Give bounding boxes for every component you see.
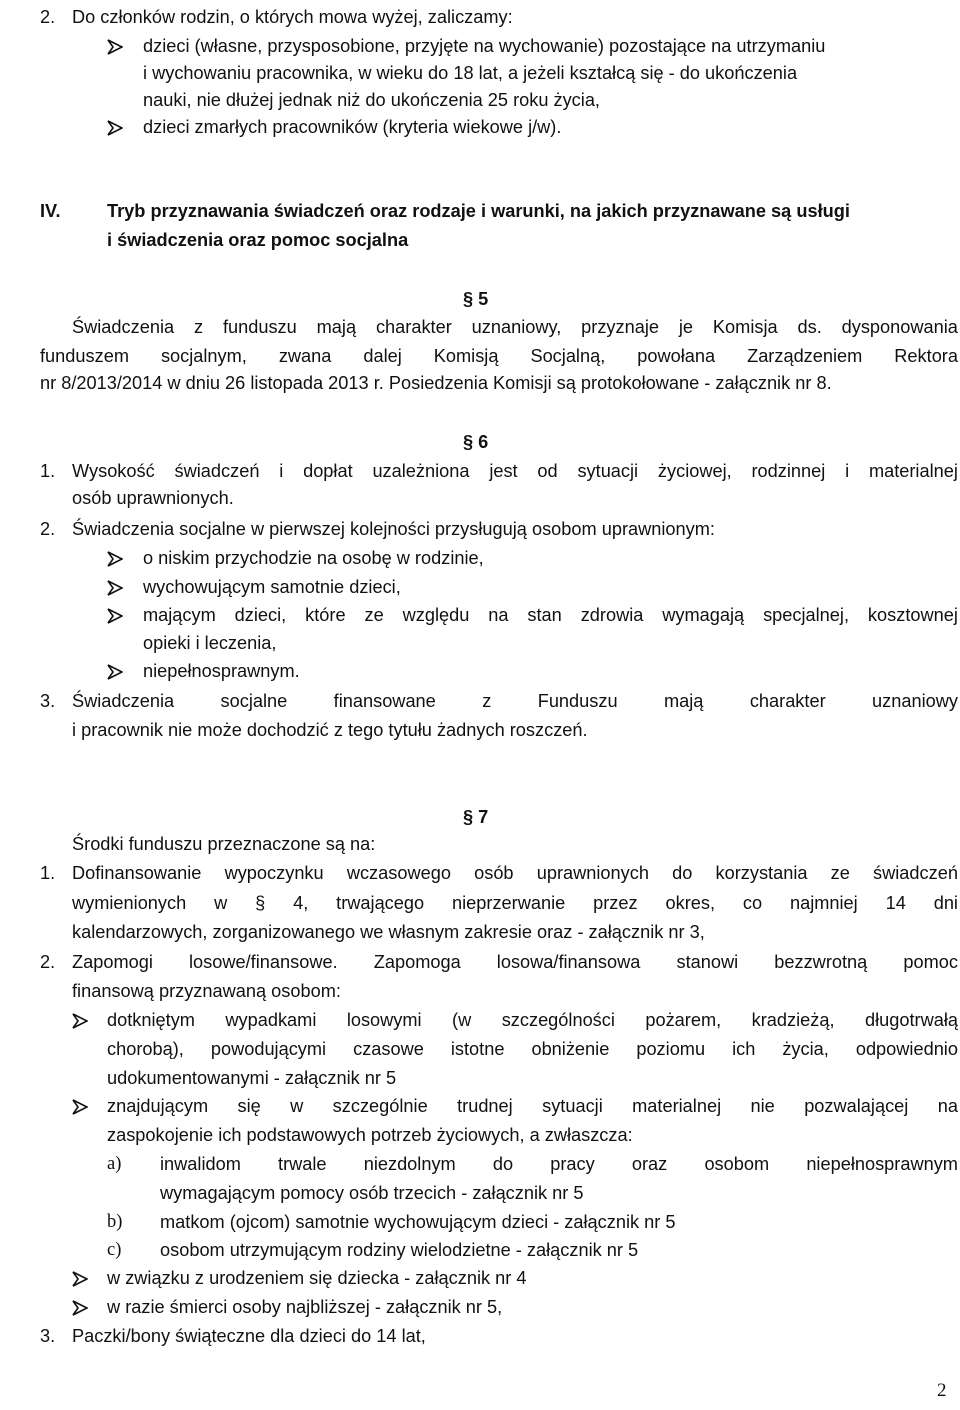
bullet-text: znajdującym się w szczególnie trudnej sytuacji materialnej nie pozwalającej na [107,1096,958,1116]
list-item-text: Świadczenia socjalne w pierwszej kolejności przysługują osobom uprawnionym: [72,519,715,539]
arrow-bullet-icon [72,1269,88,1289]
bullet-text: opieki i leczenia, [143,633,277,653]
bullet-text: nauki, nie dłużej jednak niż do ukończenia 25 roku życia, [143,90,600,110]
bullet-text: dzieci zmarłych pracowników (kryteria wiekowe j/w). [143,117,562,137]
paragraph-line: Świadczenia z funduszu mają charakter uznaniowy, przyznaje je Komisja ds. dysponowania [72,317,958,337]
sub-list-letter: c) [107,1240,122,1260]
bullet-text: w związku z urodzeniem się dziecka - załącznik nr 4 [107,1268,527,1288]
bullet-text: o niskim przychodzie na osobę w rodzinie, [143,548,484,568]
section-heading: § 5 [463,289,489,309]
bullet-text: zaspokojenie ich podstawowych potrzeb życiowych, a zwłaszcza: [107,1125,633,1145]
bullet-text: i wychowaniu pracownika, w wieku do 18 lat, a jeżeli kształcą się - do ukończenia [143,63,798,83]
list-item-intro: Do członków rodzin, o których mowa wyżej, zaliczamy: [72,7,513,27]
bullet-text: wychowującym samotnie dzieci, [143,577,401,597]
bullet-text: udokumentowanymi - załącznik nr 5 [107,1068,397,1088]
page-number: 2 [937,1380,947,1401]
list-item-text: Wysokość świadczeń i dopłat uzależniona jest od sytuacji życiowej, rodzinnej i materialnej [72,461,958,481]
list-number: 2. [40,7,56,27]
paragraph-line: Środki funduszu przeznaczone są na: [72,834,376,854]
arrow-bullet-icon [107,118,123,138]
list-item-text: wymienionych w § 4, trwającego nieprzerwanie przez okres, co najmniej 14 dni [72,893,958,913]
sub-list-text: matkom (ojcom) samotnie wychowującym dzieci - załącznik nr 5 [160,1212,676,1232]
arrow-bullet-icon [72,1097,88,1117]
arrow-bullet-icon [72,1298,88,1318]
chapter-number: IV. [40,201,61,221]
bullet-text: chorobą), powodującymi czasowe istotne obniżenie poziomu ich życia, odpowiednio [107,1039,958,1059]
arrow-bullet-icon [107,578,123,598]
sub-list-text: osobom utrzymującym rodziny wielodzietne - załącznik nr 5 [160,1240,639,1260]
list-number: 2. [40,519,56,539]
arrow-bullet-icon [107,606,123,626]
sub-list-letter: b) [107,1212,123,1232]
arrow-bullet-icon [72,1011,88,1031]
list-number: 3. [40,691,56,711]
list-item-text: finansową przyznawaną osobom: [72,981,341,1001]
paragraph-line: nr 8/2013/2014 w dniu 26 listopada 2013 r. Posiedzenia Komisji są protokołowane - załącznik nr 8. [40,373,832,393]
list-item-text: Paczki/bony świąteczne dla dzieci do 14 lat, [72,1326,426,1346]
bullet-text: dzieci (własne, przysposobione, przyjęte na wychowanie) pozostające na utrzymaniu [143,36,826,56]
sub-list-text: wymagającym pomocy osób trzecich - załącznik nr 5 [160,1183,584,1203]
list-item-text: Świadczenia socjalne finansowane z Funduszu mają charakter uznaniowy [72,691,958,711]
sub-list-letter: a) [107,1154,122,1174]
bullet-text: w razie śmierci osoby najbliższej - załącznik nr 5, [107,1297,503,1317]
list-number: 3. [40,1326,56,1346]
arrow-bullet-icon [107,662,123,682]
list-item-text: Dofinansowanie wypoczynku wczasowego osób uprawnionych do korzystania ze świadczeń [72,863,958,883]
list-item-text: osób uprawnionych. [72,488,234,508]
list-number: 1. [40,461,56,481]
list-item-text: Zapomogi losowe/finansowe. Zapomoga losowa/finansowa stanowi bezzwrotną pomoc [72,952,958,972]
list-item-text: i pracownik nie może dochodzić z tego tytułu żadnych roszczeń. [72,720,588,740]
list-number: 2. [40,952,56,972]
chapter-title: Tryb przyznawania świadczeń oraz rodzaje i warunki, na jakich przyznawane są usługi [107,201,850,221]
bullet-text: niepełnosprawnym. [143,661,300,681]
chapter-title: i świadczenia oraz pomoc socjalna [107,230,409,250]
arrow-bullet-icon [107,37,123,57]
sub-list-text: inwalidom trwale niezdolnym do pracy oraz osobom niepełnosprawnym [160,1154,958,1174]
paragraph-line: funduszem socjalnym, zwana dalej Komisją Socjalną, powołana Zarządzeniem Rektora [40,346,958,366]
section-heading: § 6 [463,432,489,452]
list-item-text: kalendarzowych, zorganizowanego we własnym zakresie oraz - załącznik nr 3, [72,922,705,942]
arrow-bullet-icon [107,549,123,569]
list-number: 1. [40,863,56,883]
bullet-text: mającym dzieci, które ze względu na stan zdrowia wymagają specjalnej, kosztownej [143,605,958,625]
section-heading: § 7 [463,807,489,827]
bullet-text: dotkniętym wypadkami losowymi (w szczególności pożarem, kradzieżą, długotrwałą [107,1010,958,1030]
